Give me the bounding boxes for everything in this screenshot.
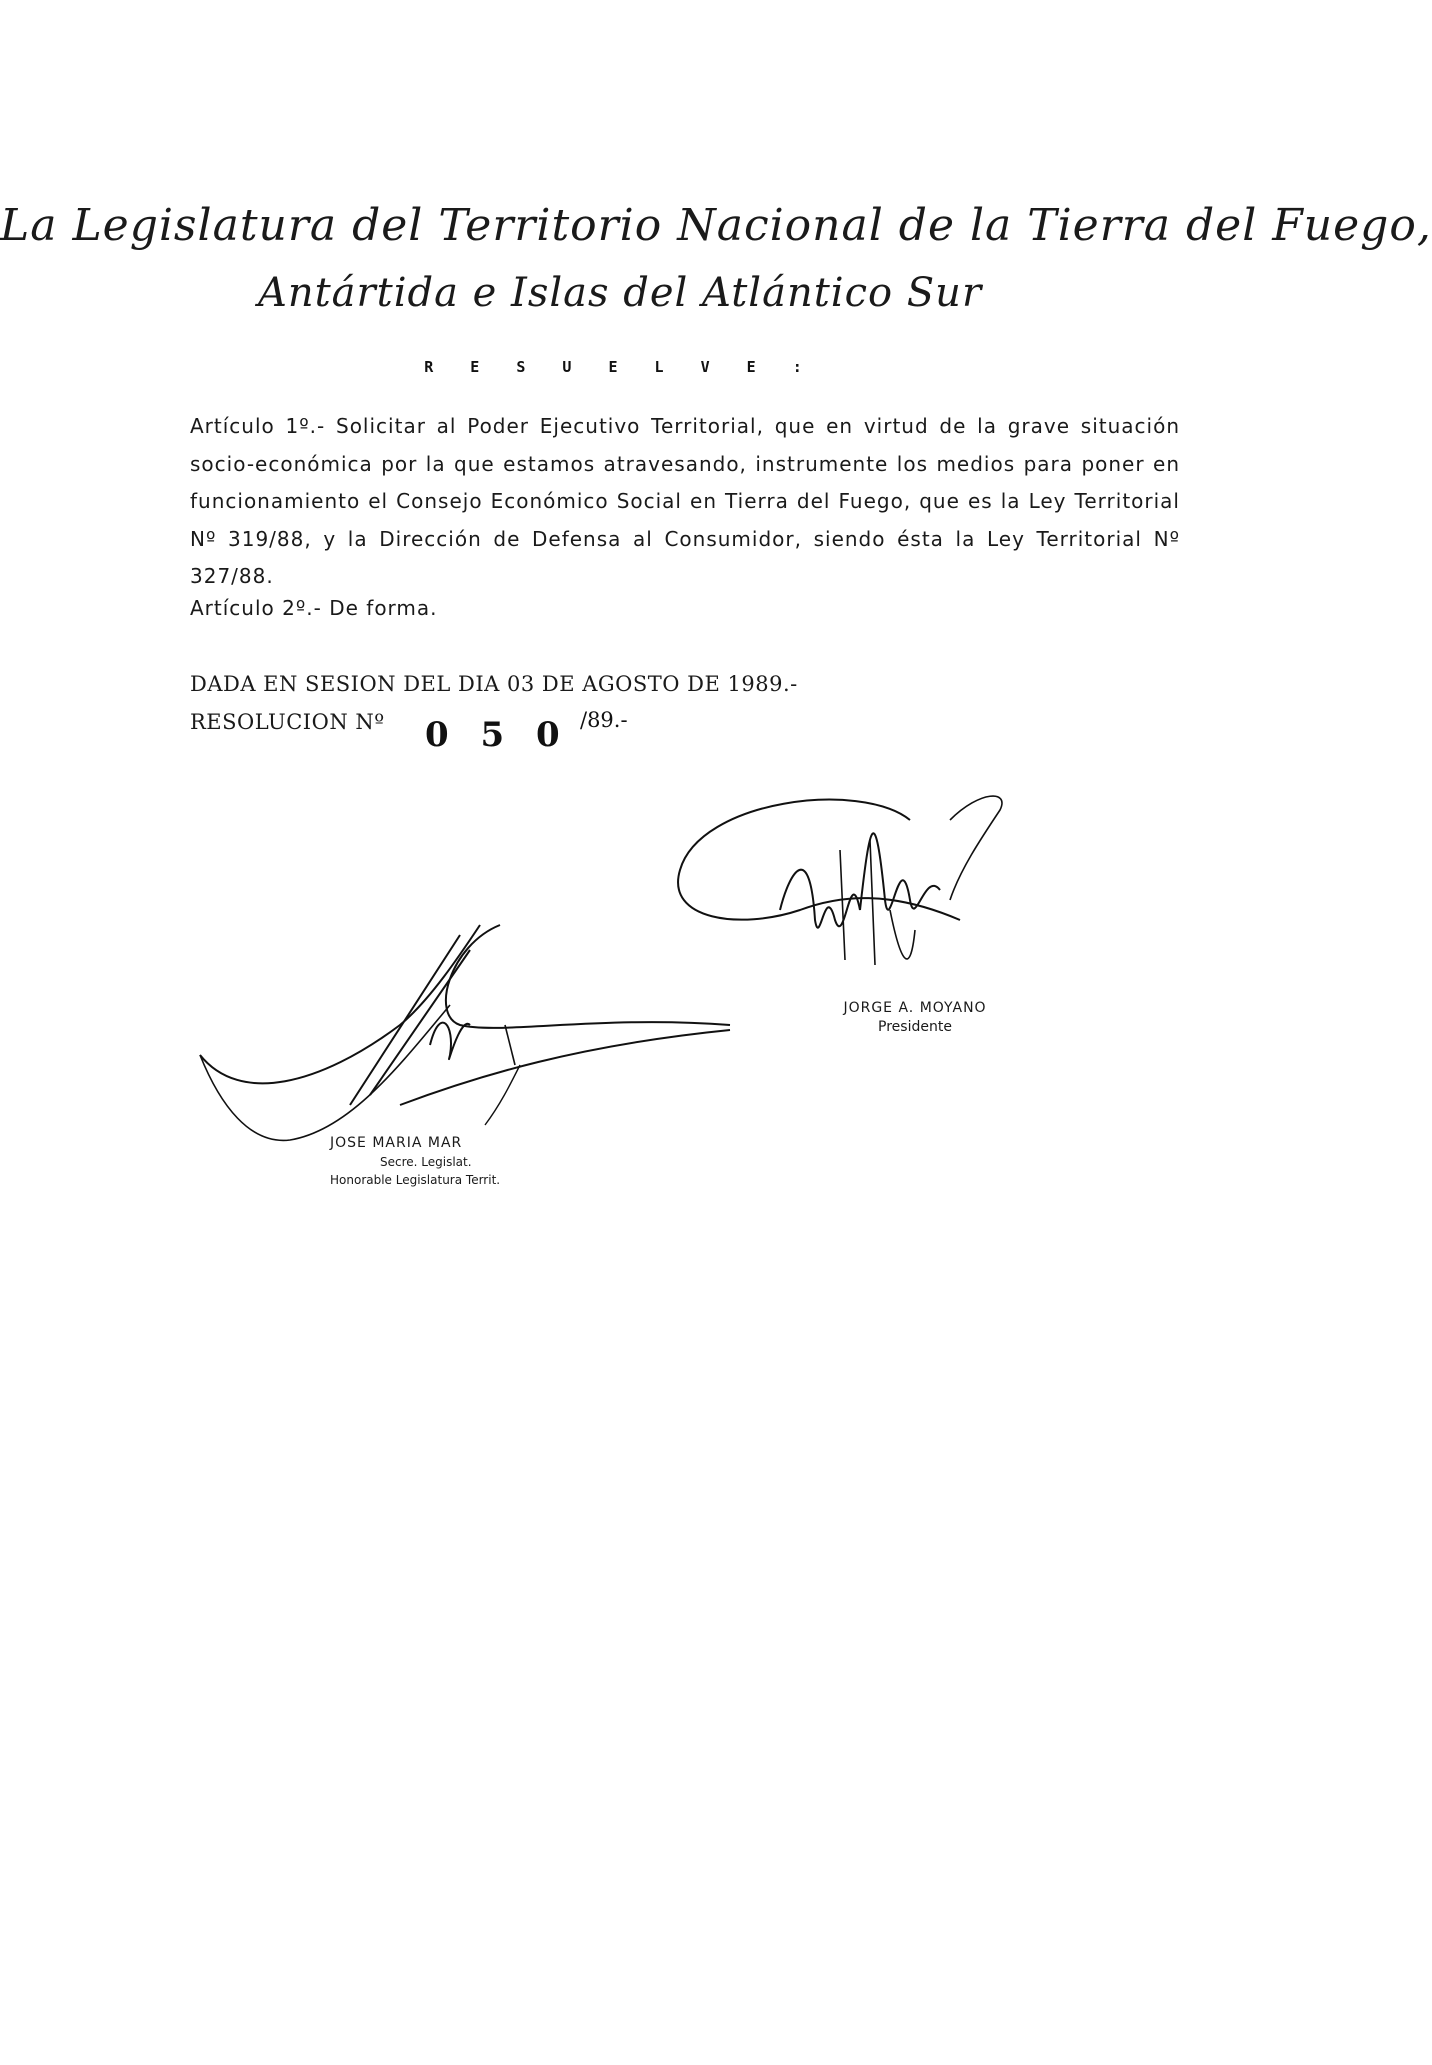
- secretary-signature: [200, 905, 740, 1155]
- articulo-1-label: Artículo 1º.-: [190, 414, 326, 438]
- resolution-suffix: /89.-: [580, 708, 628, 732]
- president-name: JORGE A. MOYANO: [843, 1000, 987, 1016]
- articulo-1: [190, 408, 1180, 596]
- secretary-name: JOSE MARIA MAR: [330, 1135, 463, 1151]
- header-line-2: Antártida e Islas del Atlántico Sur: [257, 270, 983, 316]
- secretary-title: Secre. Legislat.: [380, 1155, 472, 1169]
- header-line-1: La Legislatura del Territorio Nacional de la Tierra del Fuego,: [0, 200, 1432, 251]
- resolution-number: 0 5 0: [425, 715, 570, 755]
- secretary-org: Honorable Legislatura Territ.: [330, 1173, 501, 1187]
- resolution-label: RESOLUCION Nº: [190, 710, 385, 734]
- articulo-2-text: De forma.: [329, 596, 438, 620]
- articulo-1-text: Solicitar al Poder Ejecutivo Territorial, que en virtud de la grave situación socio-económica por la que estamos atravesando, instrumente los medios para poner en funcionamiento el Consejo Económico Social en Tierra del Fuego, que es la Ley Territorial Nº 319/88, y la Dirección de Defensa al Consumidor, siendo ésta la Ley Territorial Nº 327/88.: [190, 414, 1180, 588]
- president-title: Presidente: [878, 1019, 952, 1035]
- resuelve-heading: R E S U E L V E :: [424, 358, 816, 376]
- session-date: DADA EN SESION DEL DIA 03 DE AGOSTO DE 1989.-: [190, 672, 798, 696]
- articulo-2-label: Artículo 2º.-: [190, 596, 322, 620]
- articulo-2: [190, 596, 1180, 620]
